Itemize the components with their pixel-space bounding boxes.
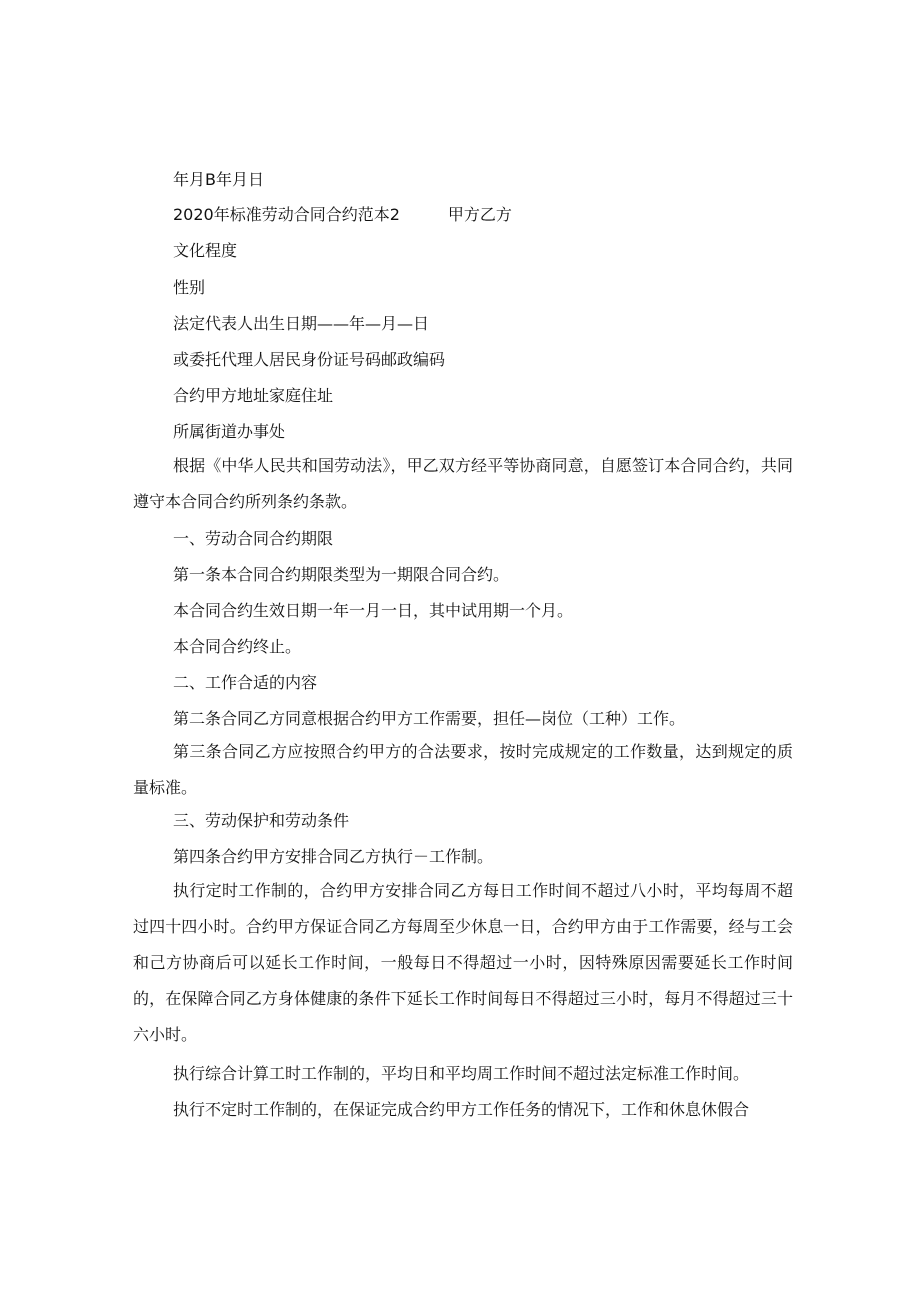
article-4-comprehensive: 执行综合计算工时工作制的，平均日和平均周工作时间不超过法定标准工作时间。	[173, 1064, 750, 1083]
article-3: 第三条合同乙方应按照合约甲方的合法要求，按时完成规定的工作数量，达到规定的质量标准。	[133, 742, 793, 797]
field-education: 文化程度	[173, 241, 238, 260]
field-address: 合约甲方地址家庭住址	[173, 386, 334, 405]
section-1-title: 一、劳动合同合约期限	[173, 529, 334, 548]
field-street-office: 所属街道办事处	[173, 422, 286, 441]
field-legal-rep: 法定代表人出生日期——年—月—日	[173, 314, 430, 333]
intro-paragraph: 根据《中华人民共和国劳动法》，甲乙双方经平等协商同意，自愿签订本合同合约，共同遵守本合同合约所列条约条款。	[133, 456, 793, 511]
article-1-end: 本合同合约终止。	[173, 637, 302, 656]
date-line: 年月B年月日	[173, 170, 264, 189]
title-row	[173, 205, 512, 225]
article-1: 第一条本合同合约期限类型为一期限合同合约。	[173, 565, 510, 584]
document-title: 2020年标准劳动合同合约范本2	[173, 205, 400, 224]
field-id-number: 或委托代理人居民身份证号码邮政编码	[173, 350, 446, 369]
article-4-flexible: 执行不定时工作制的，在保证完成合约甲方工作任务的情况下，工作和休息休假合	[173, 1100, 750, 1119]
section-3-title: 三、劳动保护和劳动条件	[173, 811, 350, 830]
field-gender: 性别	[173, 278, 206, 297]
article-2: 第二条合同乙方同意根据合约甲方工作需要，担任—岗位（工种）工作。	[173, 709, 686, 728]
article-1-effective: 本合同合约生效日期一年一月一日，其中试用期一个月。	[173, 601, 574, 620]
section-2-title: 二、工作合适的内容	[173, 673, 318, 692]
article-4: 第四条合约甲方安排合同乙方执行－工作制。	[173, 847, 494, 866]
article-4-fixed-hours: 执行定时工作制的，合约甲方安排合同乙方每日工作时间不超过八小时，平均每周不超过四十四小时。合约甲方保证合同乙方每周至少休息一日，合约甲方由于工作需要，经与工会和己方协商后可以延长工作时间，一般每日不得超过一小时，因特殊原因需要延长工作时间的，在保障合同乙方身体健康的条件下延长工作时间每日不得超过三小时，每月不得超过三十六小时。	[133, 881, 793, 1044]
parties-label: 甲方乙方	[447, 205, 512, 224]
